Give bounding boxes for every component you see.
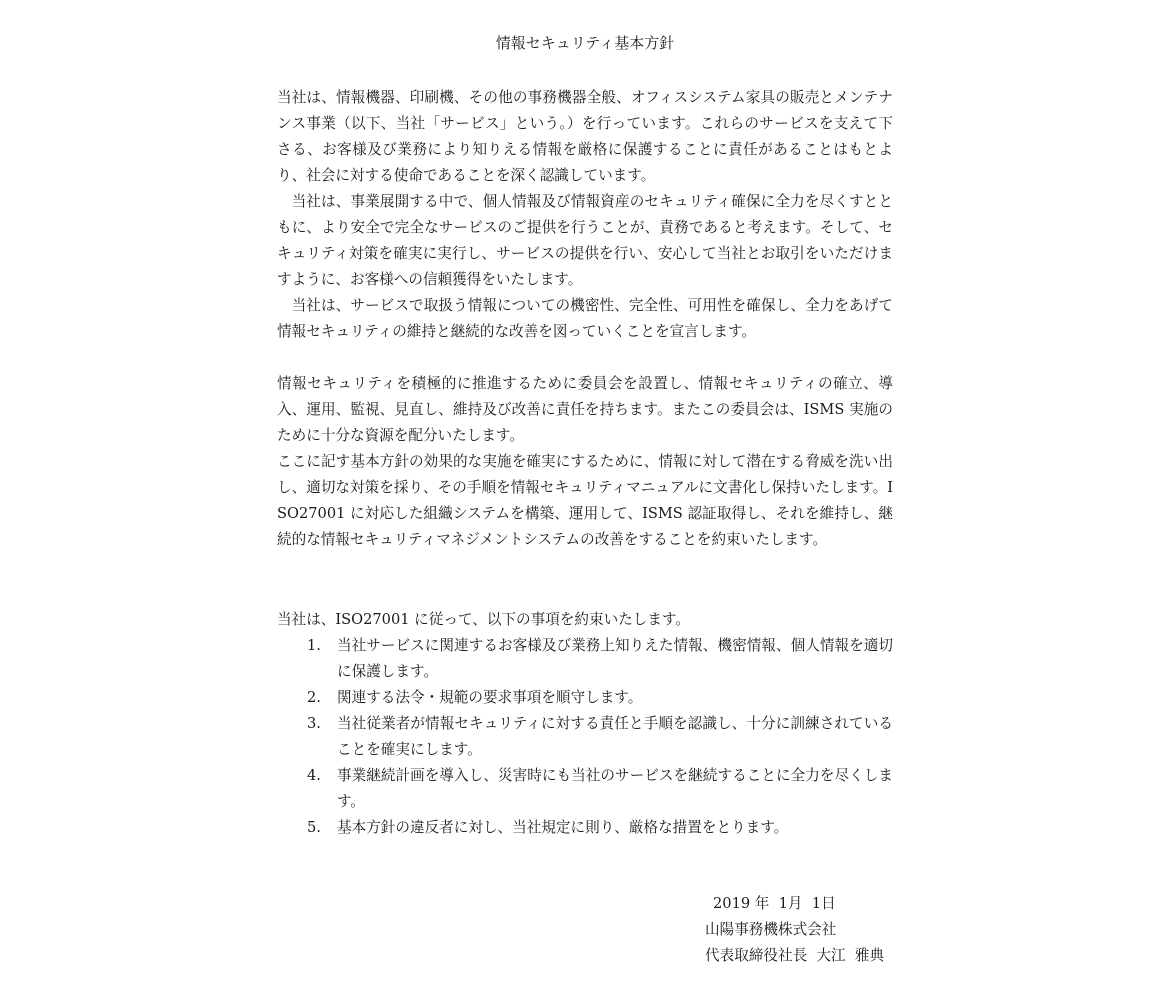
list-item-text: 基本方針の違反者に対し、当社規定に則り、厳格な措置をとります。: [337, 819, 789, 836]
signature-date: 2019 年 1月 1日: [713, 895, 836, 912]
list-item-text: 当社従業者が情報セキュリティに対する責任と手順を認識し、十分に訓練されていることを確実にします。: [337, 715, 893, 758]
signature-representative: 代表取締役社長 大江 雅典: [705, 947, 885, 964]
document-title: 情報セキュリティ基本方針: [495, 34, 675, 52]
commitment-list: [277, 633, 893, 841]
committee-paragraph-2: ここに記す基本方針の効果的な実施を確実にするために、情報に対して潜在する脅威を洗い出し、適切な対策を採り、その手順を情報セキュリティマニュアルに文書化し保持いたします。ISO27001 に対応した組織システムを構築、運用して、ISMS 認証取得し、それを維持し、継続的な情報セキュリティマネジメントシステムの改善をすることを約束いたします。: [277, 453, 893, 548]
list-item: [277, 633, 893, 685]
list-item-text: 関連する法令・規範の要求事項を順守します。: [337, 689, 643, 706]
list-item-number: 2.: [307, 689, 321, 706]
intro-paragraph-3: 当社は、サービスで取扱う情報についての機密性、完全性、可用性を確保し、全力をあげて情報セキュリティの維持と継続的な改善を図っていくことを宣言します。: [277, 297, 893, 340]
policy-document: [277, 0, 893, 1000]
list-item-number: 4.: [307, 767, 321, 784]
list-item: [277, 711, 893, 763]
signature-company: 山陽事務機株式会社: [705, 921, 837, 938]
list-item: [277, 685, 893, 711]
committee-paragraph-1: 情報セキュリティを積極的に推進するために委員会を設置し、情報セキュリティの確立、導入、運用、監視、見直し、維持及び改善に責任を持ちます。またこの委員会は、ISMS 実施のために十分な資源を配分いたします。: [277, 375, 893, 444]
list-item-number: 3.: [307, 715, 321, 732]
list-item-number: 1.: [307, 637, 321, 654]
list-item-text: 当社サービスに関連するお客様及び業務上知りえた情報、機密情報、個人情報を適切に保護します。: [337, 637, 893, 680]
intro-paragraph-1: 当社は、情報機器、印刷機、その他の事務機器全般、オフィスシステム家具の販売とメンテナンス事業（以下、当社「サービス」という。）を行っています。これらのサービスを支えて下さる、お客様及び業務により知りえる情報を厳格に保護することに責任があることはもとより、社会に対する使命であることを深く認識しています。: [277, 89, 893, 184]
list-item: [277, 763, 893, 815]
commitment-lead: 当社は、ISO27001 に従って、以下の事項を約束いたします。: [277, 611, 690, 628]
list-item-text: 事業継続計画を導入し、災害時にも当社のサービスを継続することに全力を尽くします。: [337, 767, 893, 810]
list-item: [277, 815, 893, 841]
intro-paragraph-2: 当社は、事業展開する中で、個人情報及び情報資産のセキュリティ確保に全力を尽くすとともに、より安全で完全なサービスのご提供を行うことが、責務であると考えます。そして、セキュリティ対策を確実に実行し、サービスの提供を行い、安心して当社とお取引をいただけますように、お客様への信頼獲得をいたします。: [277, 193, 893, 288]
list-item-number: 5.: [307, 819, 321, 836]
